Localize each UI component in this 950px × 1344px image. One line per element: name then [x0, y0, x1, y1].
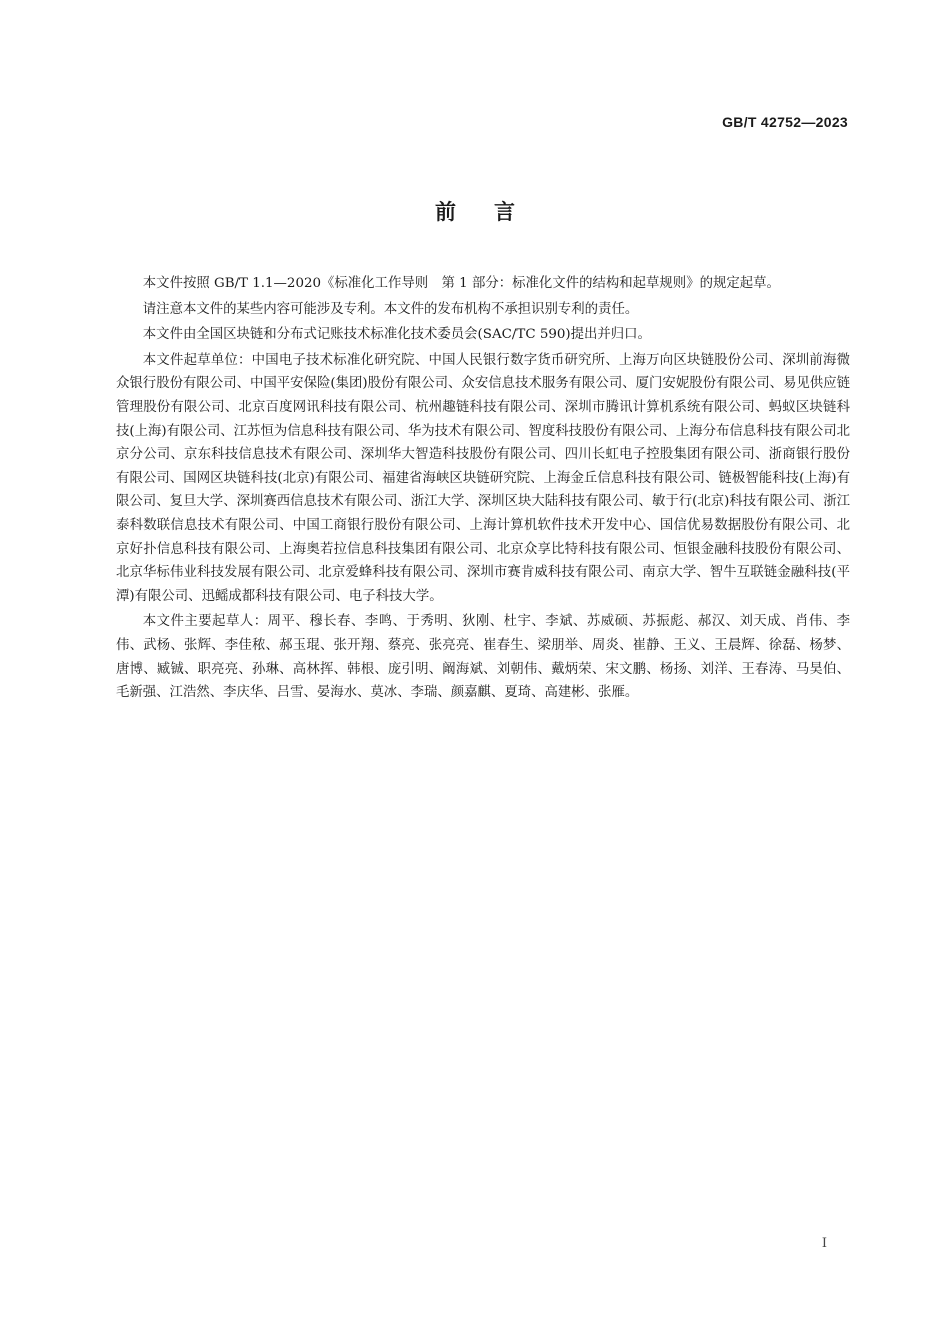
- paragraph-proposing-committee: 本文件由全国区块链和分布式记账技术标准化技术委员会(SAC/TC 590)提出并归口。: [142, 327, 651, 343]
- page-number: I: [821, 1236, 827, 1251]
- paragraph-drafters: 本文件主要起草人：周平、穆长春、李鸣、于秀明、狄刚、杜宇、李斌、苏威硕、苏振彪、郝汉、刘天成、肖伟、李伟、武杨、张辉、李佳秾、郝玉琨、张开翔、蔡亮、张亮亮、崔春生、梁朋举、周炎、崔静、王义、王晨辉、徐磊、杨梦、唐博、臧铖、职亮亮、孙琳、高林挥、韩根、庞引明、阚海斌、刘朝伟、戴炳荣、宋文鹏、杨扬、刘洋、王春涛、马昊伯、毛新强、江浩然、李庆华、吕雪、晏海水、莫冰、李瑞、颜嘉麒、夏琦、高建彬、张雁。: [116, 614, 850, 701]
- page-title: 前言: [435, 200, 553, 224]
- document-body: [116, 272, 850, 707]
- paragraph-patent-notice: 请注意本文件的某些内容可能涉及专利。本文件的发布机构不承担识别专利的责任。: [142, 301, 639, 317]
- paragraph-drafting-rules: 本文件按照 GB/T 1.1—2020《标准化工作导则 第 1 部分：标准化文件的结构和起草规则》的规定起草。: [142, 276, 780, 291]
- standard-number: GB/T 42752—2023: [722, 114, 848, 130]
- paragraph-drafting-organizations: 本文件起草单位：中国电子技术标准化研究院、中国人民银行数字货币研究所、上海万向区块链股份公司、深圳前海微众银行股份有限公司、中国平安保险(集团)股份有限公司、众安信息技术服务有限公司、厦门安妮股份有限公司、易见供应链管理股份有限公司、北京百度网讯科技有限公司、杭州趣链科技有限公司、深圳市腾讯计算机系统有限公司、蚂蚁区块链科技(上海)有限公司、江苏恒为信息科技有限公司、华为技术有限公司、智度科技股份有限公司、上海分布信息科技有限公司北京分公司、京东科技信息技术有限公司、深圳华大智造科技股份有限公司、四川长虹电子控股集团有限公司、浙商银行股份有限公司、国网区块链科技(北京)有限公司、福建省海峡区块链研究院、上海金丘信息科技有限公司、链极智能科技(上海)有限公司、复旦大学、深圳赛西信息技术有限公司、浙江大学、深圳区块大陆科技有限公司、敏于行(北京)科技有限公司、浙江泰科数联信息技术有限公司、中国工商银行股份有限公司、上海计算机软件技术开发中心、国信优易数据股份有限公司、北京好扑信息科技有限公司、上海奥若拉信息科技集团有限公司、北京众享比特科技有限公司、恒银金融科技股份有限公司、北京华标伟业科技发展有限公司、北京爱蜂科技有限公司、深圳市赛肯威科技有限公司、南京大学、智牛互联链金融科技(平潭)有限公司、迅鳐成都科技有限公司、电子科技大学。: [116, 352, 850, 604]
